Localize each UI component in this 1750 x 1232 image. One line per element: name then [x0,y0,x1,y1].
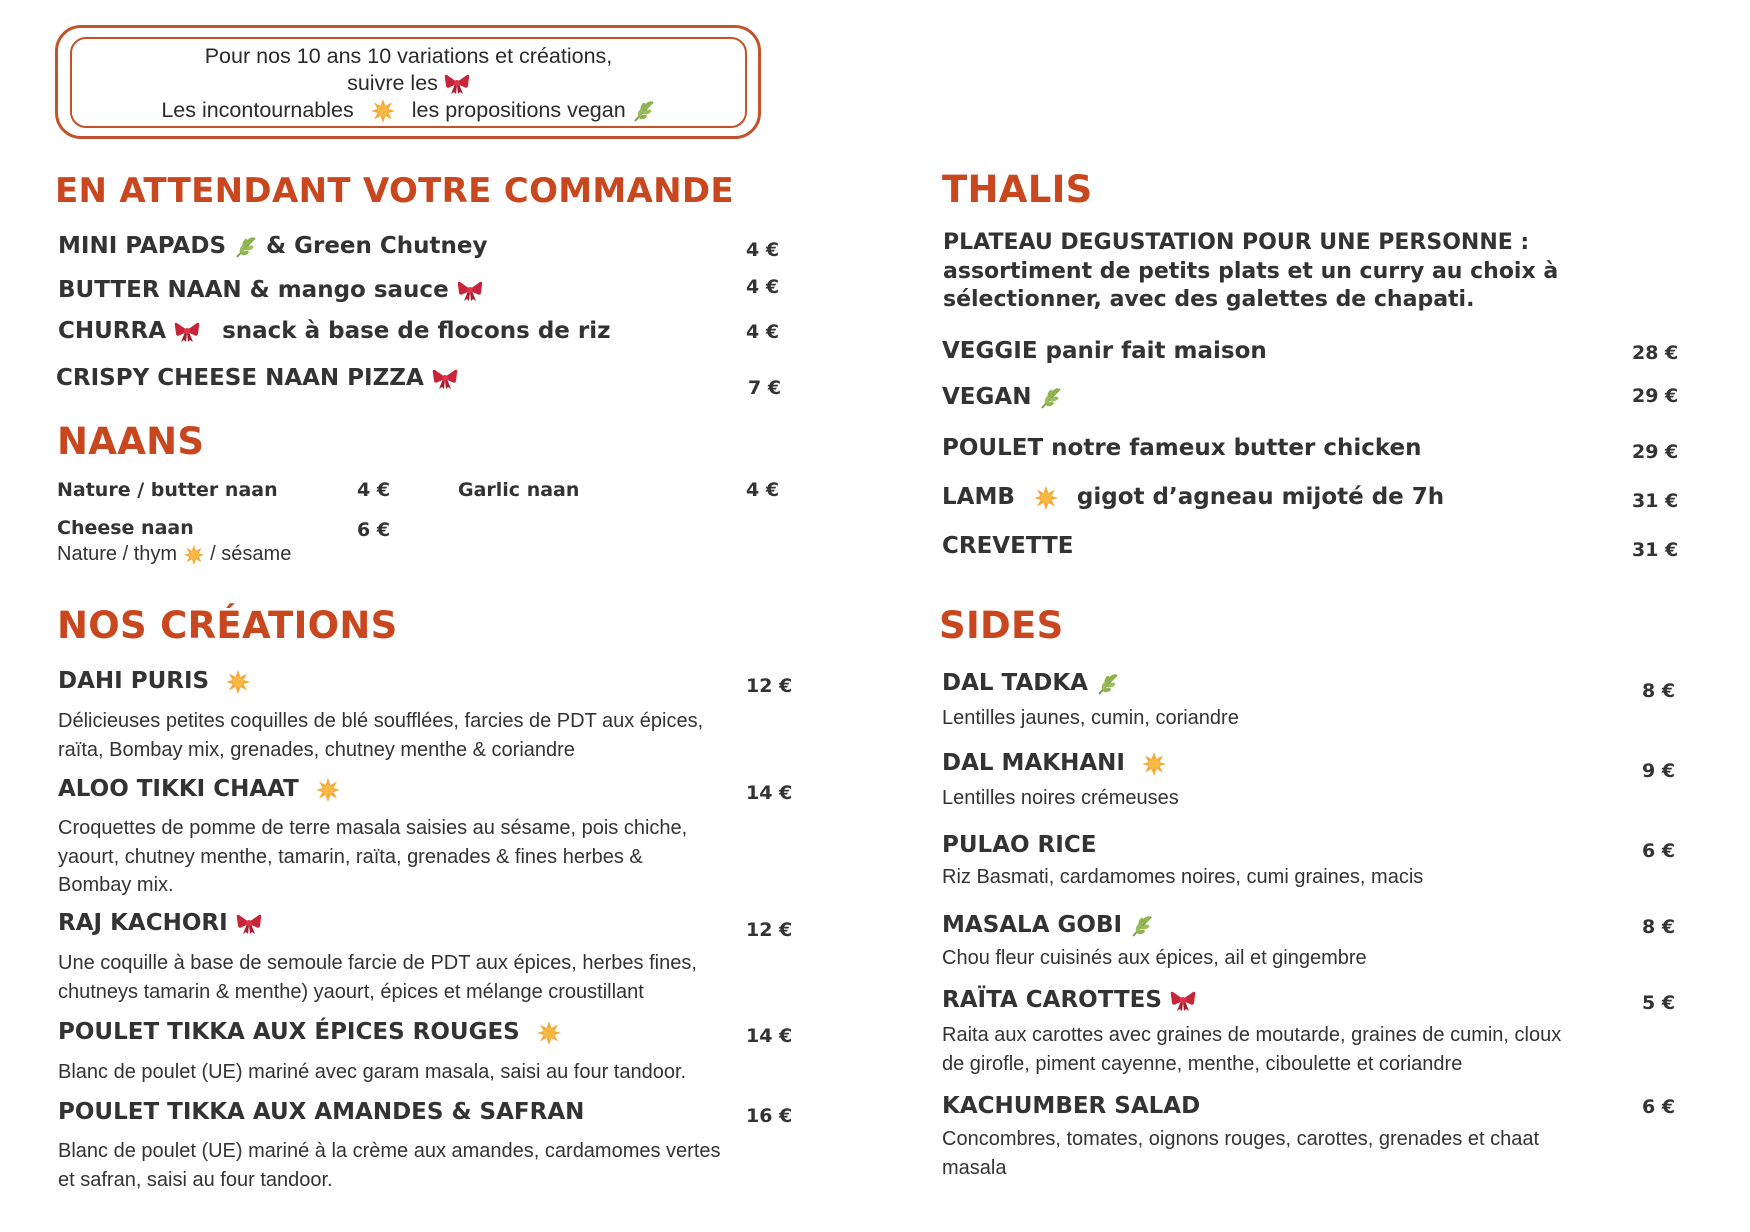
naan-cheese-desc-b: / sésame [210,543,292,565]
item-price: 5 € [1642,992,1676,1014]
section-title-creations: NOS CRÉATIONS [57,604,398,647]
item-price: 4 € [746,321,780,343]
item-desc: Délicieuses petites coquilles de blé soufflées, farcies de PDT aux épices, raïta, Bombay mix, grenades, chutney menthe & coriandre [58,710,704,761]
sun-icon [1033,485,1059,511]
thali-veggie [942,338,1267,364]
item-butter-naan [58,277,483,303]
item-mini-papads [58,233,488,259]
notice-line-2 [72,70,745,97]
item-suffix: gigot d’agneau mijoté de 7h [1076,484,1445,510]
item-name: PULAO RICE [942,832,1097,858]
thali-vegan [942,384,1063,410]
item-name: DAL TADKA [942,670,1088,696]
item-name: DAL MAKHANI [942,750,1125,776]
item-desc: Riz Basmati, cardamomes noires, cumi graines, macis [942,866,1424,888]
leaf-icon [632,99,656,123]
item-desc: Une coquille à base de semoule farcie de PDT aux épices, herbes fines, chutneys tamarin & menthe) yaourt, épices et mélange croustillant [58,952,697,1003]
item-name: POULET TIKKA AUX AMANDES & SAFRAN [58,1099,585,1125]
creation-poulet-tikka-epices [58,1019,562,1046]
item-name: RAJ KACHORI [58,910,228,936]
item-crispy-cheese-naan-pizza [56,365,458,391]
item-suffix: snack à base de flocons de riz [222,318,611,344]
section-title-thalis: THALIS [942,168,1093,211]
item-desc: Raita aux carottes avec graines de moutarde, graines de cumin, cloux de girofle, piment cayenne, menthe, ciboulette et coriandre [942,1024,1562,1075]
item-suffix: & Green Chutney [266,233,488,259]
creation-aloo-tikki-chaat [58,776,341,803]
bow-icon [236,913,262,935]
item-name: MINI PAPADS [58,233,227,259]
leaf-icon [234,235,258,259]
naan-cheese-desc-a: Nature / thym [57,543,178,565]
notice-box [70,37,747,128]
item-churra [58,318,611,344]
item-name: VEGGIE panir fait maison [942,338,1267,364]
item-name: DAHI PURIS [58,668,210,694]
bow-icon [432,368,458,390]
naan-garlic: Garlic naan [458,479,580,501]
notice-line-2-text: suivre les [347,71,438,95]
side-kachumber-salad [942,1093,1200,1119]
thali-poulet [942,435,1422,461]
item-price: 4 € [746,239,780,261]
notice-line-3 [72,97,745,124]
item-price: 8 € [1642,916,1676,938]
notice-line-1: Pour nos 10 ans 10 variations et créations, [204,44,613,68]
item-name: VEGAN [942,384,1032,410]
item-desc: Blanc de poulet (UE) mariné à la crème aux amandes, cardamomes vertes et safran, saisi au four tandoor. [58,1140,721,1191]
item-price: 4 € [746,276,780,298]
bow-icon [444,73,470,95]
item-name: CRISPY CHEESE NAAN PIZZA [56,365,424,391]
sun-icon [315,777,341,803]
naan-garlic-price: 4 € [746,479,780,501]
leaf-icon [1130,914,1154,938]
side-pulao-rice [942,832,1096,858]
sun-icon [183,544,205,566]
item-desc: Lentilles noires crémeuses [942,787,1179,809]
notice-vegan: les propositions vegan [411,98,626,122]
item-price: 29 € [1632,441,1679,463]
naan-cheese-desc [57,543,291,566]
item-price: 31 € [1632,539,1679,561]
notice-incontournables: Les incontournables [161,98,354,122]
item-name: BUTTER NAAN & mango sauce [58,277,449,303]
item-price: 14 € [746,1025,793,1047]
section-title-sides: SIDES [939,604,1064,647]
section-title-naans: NAANS [57,420,205,463]
creation-raj-kachori [58,910,262,936]
item-price: 31 € [1632,490,1679,512]
item-name: CREVETTE [942,533,1074,559]
section-title-waiting: EN ATTENDANT VOTRE COMMANDE [55,171,734,211]
item-price: 28 € [1632,342,1679,364]
sun-icon [1141,751,1167,777]
bow-icon [1170,990,1196,1012]
item-name: MASALA GOBI [942,912,1123,938]
item-name: CHURRA [58,318,167,344]
naan-cheese-price: 6 € [357,519,391,541]
thalis-intro: PLATEAU DEGUSTATION POUR UNE PERSONNE : assortiment de petits plats et un curry au choix à sélectionner, avec des galettes de chapati. [943,230,1559,312]
item-name: POULET TIKKA AUX ÉPICES ROUGES [58,1019,520,1045]
sun-icon [536,1020,562,1046]
item-price: 9 € [1642,760,1676,782]
item-name: RAÏTA CAROTTES [942,987,1162,1013]
thali-crevette [942,533,1073,559]
item-price: 8 € [1642,680,1676,702]
naan-nature-butter: Nature / butter naan [57,479,278,501]
creation-poulet-tikka-amandes [58,1099,584,1125]
item-name: LAMB [942,484,1015,510]
leaf-icon [1096,672,1120,696]
sun-icon [370,98,396,124]
item-desc: Chou fleur cuisinés aux épices, ail et gingembre [942,947,1367,969]
creation-dahi-puris [58,668,251,695]
side-dal-tadka [942,670,1120,696]
item-name: ALOO TIKKI CHAAT [58,776,299,802]
sun-icon [225,669,251,695]
naan-cheese: Cheese naan [57,517,194,539]
item-price: 16 € [746,1105,793,1127]
bow-icon [457,280,483,302]
item-price: 6 € [1642,840,1676,862]
naan-nature-butter-price: 4 € [357,479,391,501]
item-price: 6 € [1642,1096,1676,1118]
item-name: POULET notre fameux butter chicken [942,435,1422,461]
item-price: 12 € [746,675,793,697]
item-desc: Lentilles jaunes, cumin, coriandre [942,707,1239,729]
leaf-icon [1039,386,1063,410]
item-price: 12 € [746,919,793,941]
bow-icon [174,321,200,343]
item-name: KACHUMBER SALAD [942,1093,1201,1119]
side-raita-carottes [942,987,1196,1013]
thali-lamb [942,484,1444,511]
item-desc: Croquettes de pomme de terre masala saisies au sésame, pois chiche, yaourt, chutney menthe, tamarin, raïta, grenades & fines herbes & Bombay mix. [58,817,688,896]
side-masala-gobi [942,912,1154,938]
item-desc: Blanc de poulet (UE) mariné avec garam masala, saisi au four tandoor. [58,1061,687,1083]
item-desc: Concombres, tomates, oignons rouges, carottes, grenades et chaat masala [942,1128,1540,1179]
side-dal-makhani [942,750,1167,777]
item-price: 14 € [746,782,793,804]
item-price: 29 € [1632,385,1679,407]
item-price: 7 € [748,377,782,399]
